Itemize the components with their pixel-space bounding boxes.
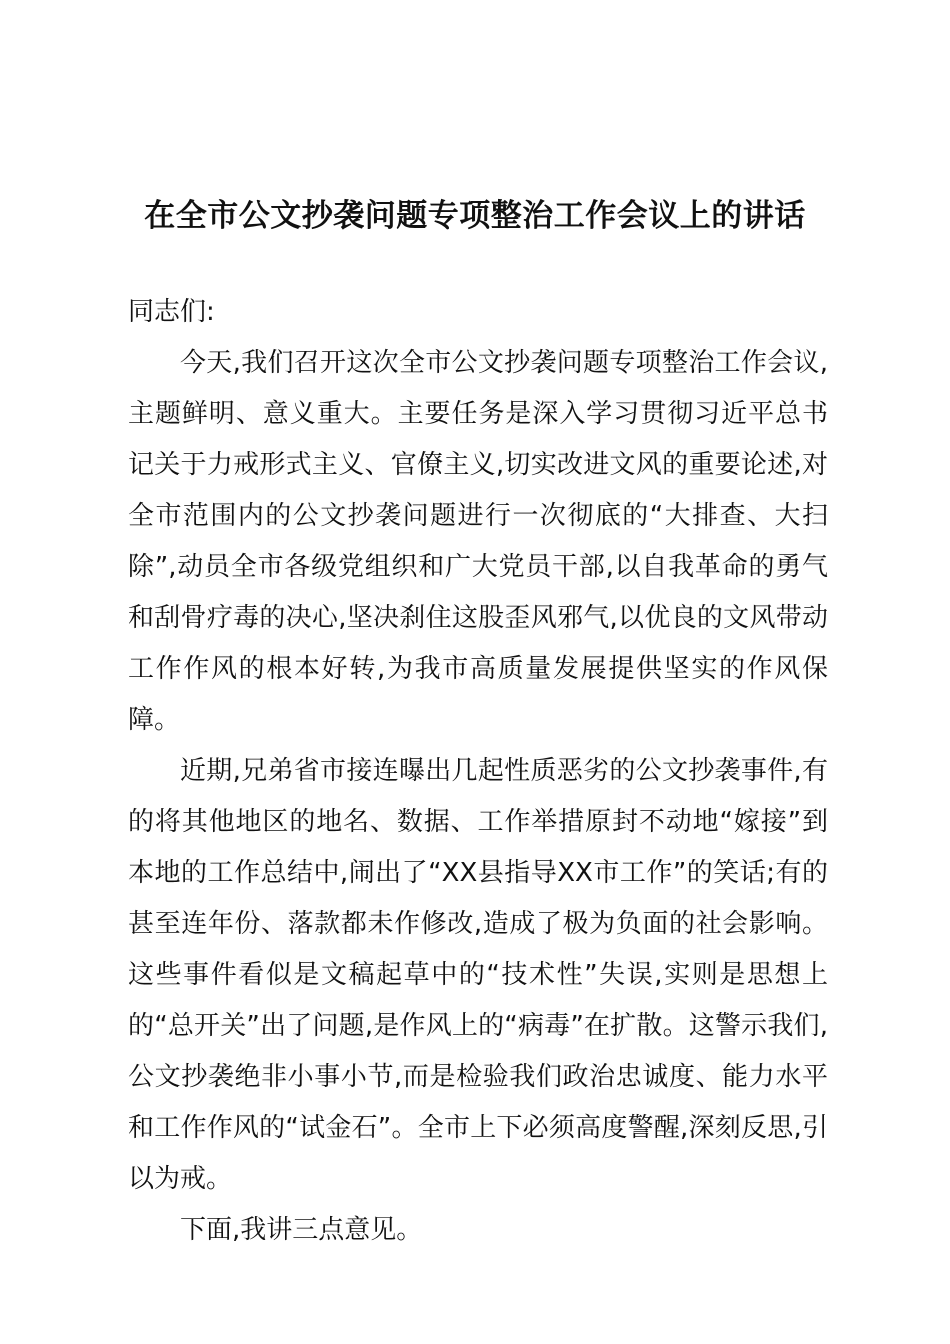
paragraph-1: 今天,我们召开这次全市公文抄袭问题专项整治工作会议,主题鲜明、意义重大。主要任务是深入学习贯彻习近平总书记关于力戒形式主义、官僚主义,切实改进文风的重要论述,对全市范围内的公文抄袭问题进行一次彻底的“大排查、大扫除”,动员全市各级党组织和广大党员干部,以自我革命的勇气和刮骨疗毒的决心,坚决刹住这股歪风邪气,以优良的文风带动工作作风的根本好转,为我市高质量发展提供坚实的作风保障。	[128, 348, 828, 735]
document-title: 在全市公文抄袭问题专项整治工作会议上的讲话	[144, 198, 806, 234]
document-body	[128, 287, 828, 1256]
paragraph-3: 下面,我讲三点意见。	[180, 1215, 423, 1245]
paragraph-2: 近期,兄弟省市接连曝出几起性质恶劣的公文抄袭事件,有的将其他地区的地名、数据、工作举措原封不动地“嫁接”到本地的工作总结中,闹出了“XX县指导XX市工作”的笑话;有的甚至连年份、落款都未作修改,造成了极为负面的社会影响。这些事件看似是文稿起草中的“技术性”失误,实则是思想上的“总开关”出了问题,是作风上的“病毒”在扩散。这警示我们,公文抄袭绝非小事小节,而是检验我们政治忠诚度、能力水平和工作作风的“试金石”。全市上下必须高度警醒,深刻反思,引以为戒。	[128, 756, 828, 1194]
salutation: 同志们:	[128, 297, 215, 327]
